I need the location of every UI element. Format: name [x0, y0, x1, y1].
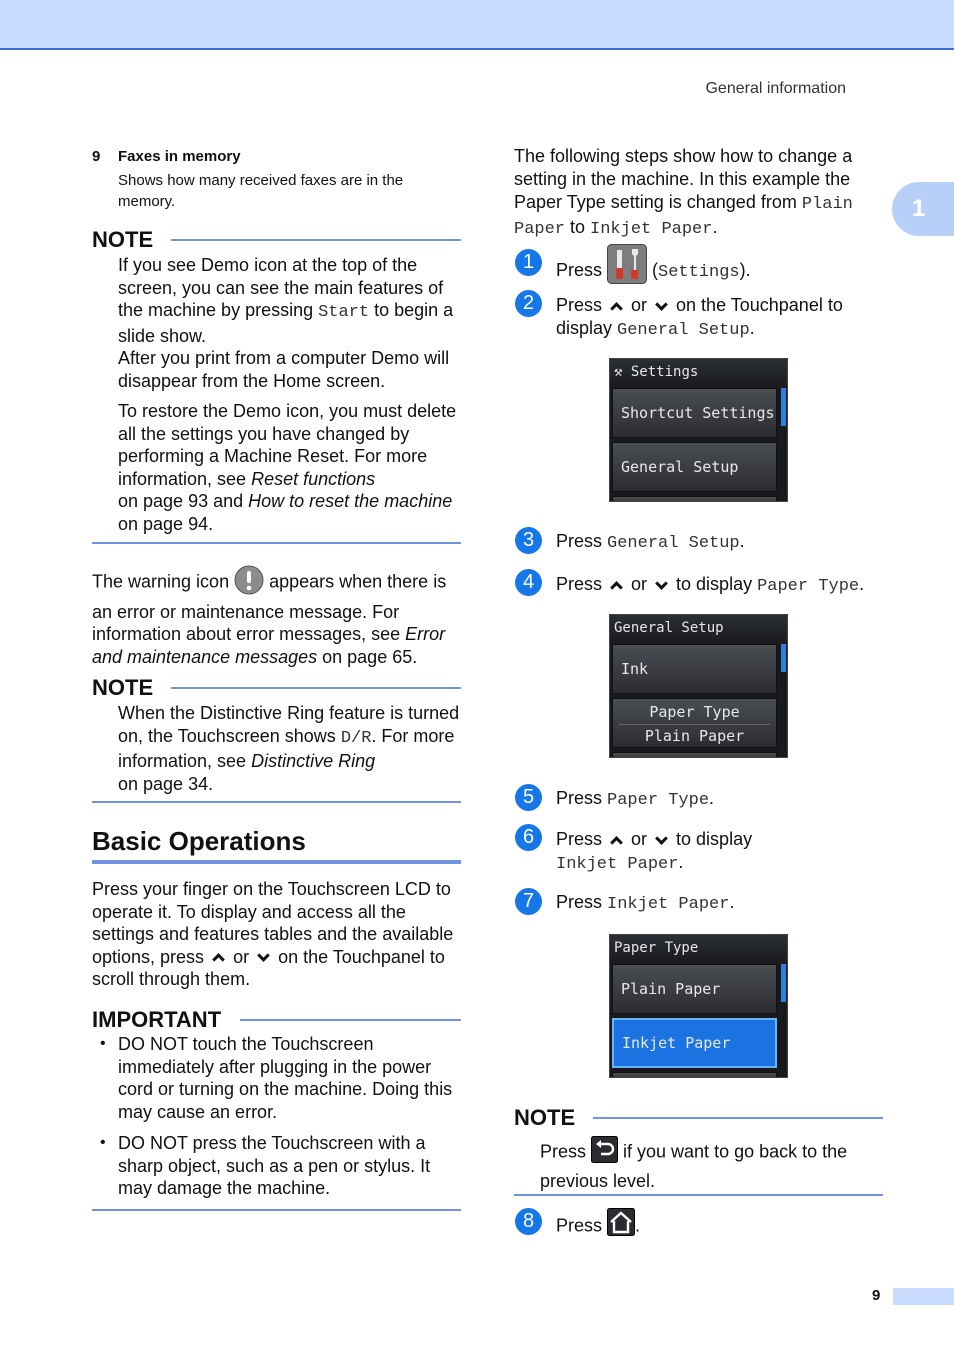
note1-bottom-rule	[92, 542, 461, 544]
inkjet-paper-code: Inkjet Paper	[607, 895, 730, 914]
note3-top-rule	[593, 1117, 883, 1119]
note1-heading: NOTE	[92, 227, 154, 252]
note2-heading: NOTE	[92, 675, 154, 700]
step-5-end: .	[709, 788, 715, 808]
chevron-down-icon	[655, 577, 668, 590]
lcd-scrollbar[interactable]	[781, 644, 786, 672]
warning-text-c: on page 65.	[317, 646, 418, 667]
note1-p1	[118, 254, 461, 347]
lcd-button-partial	[612, 1072, 777, 1078]
page-number: 9	[872, 1287, 881, 1304]
warning-text-b: appears when there is an error or maintenance message. For information about error messages, see	[92, 571, 447, 644]
chevron-down-icon	[257, 949, 270, 962]
dr-code: D/R	[340, 728, 372, 748]
step-1-press: Press	[556, 259, 608, 280]
note1-p3-text: To restore the Demo icon, you must delete all the settings you have changed by performing a Machine Reset. For more information, see	[118, 401, 457, 489]
note1-p1-text: If you see Demo icon at the top of the screen, you can see the main features of the machine by pressing	[118, 255, 444, 320]
step-6-or: or	[626, 829, 653, 849]
step-5	[556, 787, 714, 813]
lcd-button-general-setup[interactable]: General Setup	[612, 442, 777, 492]
lcd-screen-paper-type	[609, 934, 788, 1078]
lcd-scrollbar[interactable]	[781, 964, 786, 1002]
chevron-up-icon	[610, 581, 623, 594]
lcd-button-paper-type-label: Paper Type	[649, 703, 740, 721]
step-6-press: Press	[556, 829, 608, 849]
settings-tools-icon: ⚒	[614, 364, 623, 380]
footer-bar	[893, 1288, 954, 1305]
note2-bottom-rule	[92, 801, 461, 803]
step-2-end: .	[749, 317, 755, 338]
distinctive-ring-link[interactable]: Distinctive Ring	[251, 751, 376, 771]
note1-p1-text-b: to begin a slide show.	[118, 300, 454, 346]
step-6-end: .	[678, 851, 684, 872]
lcd-button-shortcut-settings[interactable]: Shortcut Settings	[612, 388, 777, 438]
paper-type-code: Paper Type	[757, 577, 860, 596]
lcd-button-paper-type[interactable]	[612, 698, 777, 748]
lcd-button-inkjet-paper[interactable]: Inkjet Paper	[612, 1018, 777, 1068]
step-number-6: 6	[515, 824, 542, 851]
lcd-button-partial	[612, 752, 777, 758]
lcd-scrollbar[interactable]	[781, 388, 786, 426]
reset-functions-link[interactable]: Reset functions	[251, 468, 376, 489]
note2-text: When the Distinctive Ring feature is turned on, the Touchscreen shows	[118, 703, 460, 746]
step-7-end: .	[729, 892, 735, 912]
plain-paper-code: Plain Paper	[514, 195, 853, 239]
note2-body	[118, 702, 461, 795]
error-messages-link[interactable]: Error and maintenance messages	[92, 624, 446, 667]
bullet: •	[100, 1134, 106, 1151]
important-item-1: DO NOT touch the Touchscreen immediately after plugging in the power cord or turning on the machine. Doing this may cause an error.	[118, 1034, 453, 1122]
lcd-title-bar	[610, 359, 787, 385]
note2-top-rule	[171, 687, 461, 689]
step-4-press: Press	[556, 574, 608, 594]
step-number-8: 8	[515, 1208, 542, 1235]
note3-text-b: if you want to go back to the previous level.	[540, 1141, 848, 1191]
intro-paragraph	[514, 145, 874, 241]
basic-text-b: on the Touchpanel to scroll through them.	[92, 946, 445, 989]
warning-text: The warning icon	[92, 571, 235, 592]
important-bottom-rule	[92, 1209, 461, 1211]
chevron-up-icon	[610, 836, 623, 849]
faxes-number: 9	[92, 148, 101, 165]
intro-text: The following steps show how to change a setting in the machine. In this example the Paper Type setting is changed from	[514, 146, 853, 212]
chevron-up-icon	[212, 953, 225, 966]
warning-icon	[234, 565, 264, 601]
step-4-text: to display	[671, 574, 758, 594]
note1-top-rule	[171, 239, 461, 241]
step-5-press: Press	[556, 788, 608, 808]
warning-paragraph	[92, 565, 461, 668]
step-number-4: 4	[515, 569, 542, 596]
step-7	[556, 891, 734, 917]
lcd-title: General Setup	[610, 615, 787, 641]
lcd-title: Settings	[630, 364, 699, 380]
basic-paragraph	[92, 878, 461, 991]
important-heading: IMPORTANT	[92, 1007, 222, 1032]
lcd-button-plain-paper[interactable]: Plain Paper	[612, 964, 777, 1014]
step-1-close: ).	[739, 259, 751, 280]
running-header: General information	[705, 80, 846, 97]
back-icon[interactable]	[591, 1136, 618, 1169]
step-2	[556, 294, 876, 342]
basic-or: or	[228, 946, 255, 967]
chapter-tab: 1	[892, 182, 954, 236]
faxes-title: Faxes in memory	[118, 148, 241, 165]
header-band	[0, 0, 954, 50]
paper-type-code: Paper Type	[607, 791, 710, 810]
section-heading-rule	[92, 860, 461, 864]
note1-p3-text-b: on page 93 and	[118, 491, 249, 511]
note3-body	[540, 1136, 880, 1193]
faxes-text: Shows how many received faxes are in the memory.	[118, 172, 404, 210]
step-3-end: .	[739, 531, 745, 551]
home-icon[interactable]	[607, 1208, 635, 1245]
step-2-or: or	[626, 295, 653, 315]
step-7-press: Press	[556, 892, 608, 912]
lcd-screen-general-setup	[609, 614, 788, 758]
lcd-title: Paper Type	[610, 935, 787, 961]
step-4	[556, 573, 864, 599]
step-3	[556, 530, 745, 556]
chevron-up-icon	[610, 302, 623, 315]
inkjet-paper-code: Inkjet Paper	[556, 854, 679, 874]
intro-end: .	[712, 217, 718, 237]
lcd-screen-settings	[609, 358, 788, 502]
intro-to: to	[565, 217, 591, 237]
lcd-button-paper-type-value: Plain Paper	[619, 724, 770, 748]
step-3-press: Press	[556, 531, 608, 551]
step-8-end: .	[635, 1215, 641, 1236]
step-6	[556, 828, 876, 876]
step-number-3: 3	[515, 527, 542, 554]
step-number-2: 2	[515, 290, 542, 317]
basic-text: Press your finger on the Touchscreen LCD to operate it. To display and access all the settings and features tables and the available options, press	[92, 879, 454, 967]
note1-p3	[118, 400, 461, 535]
section-heading: Basic Operations	[92, 826, 306, 856]
chevron-down-icon	[655, 832, 668, 845]
note3-text: Press	[540, 1141, 592, 1162]
step-4-or: or	[626, 574, 653, 594]
note1-body	[118, 254, 461, 535]
step-number-7: 7	[515, 888, 542, 915]
step-1-open: (	[647, 259, 659, 280]
bullet: •	[100, 1035, 106, 1052]
step-1	[556, 244, 751, 298]
general-setup-code: General Setup	[617, 320, 750, 340]
general-setup-code: General Setup	[607, 534, 740, 553]
start-code: Start	[318, 303, 370, 322]
important-item-2: DO NOT press the Touchscreen with a sharp object, such as a pen or stylus. It may damage the machine.	[118, 1133, 431, 1198]
step-2-press: Press	[556, 295, 608, 315]
settings-tools-icon[interactable]	[607, 244, 647, 298]
note1-p2: After you print from a computer Demo will disappear from the Home screen.	[118, 348, 450, 391]
note3-heading: NOTE	[514, 1105, 576, 1130]
note2-text-b: . For more information, see	[118, 725, 455, 771]
step-6-text: to display	[671, 829, 753, 849]
chevron-down-icon	[655, 298, 668, 311]
lcd-button-partial	[612, 496, 777, 502]
step-4-end: .	[859, 574, 865, 594]
lcd-button-ink[interactable]: Ink	[612, 644, 777, 694]
note2-text-c: on page 34.	[118, 773, 214, 794]
step-number-1: 1	[515, 249, 542, 276]
note3-bottom-rule	[514, 1194, 883, 1196]
step-2-text: on the Touchpanel to display	[556, 295, 843, 338]
reset-machine-link[interactable]: How to reset the machine	[248, 491, 453, 511]
important-top-rule	[240, 1019, 461, 1021]
step-8	[556, 1208, 640, 1245]
inkjet-paper-code: Inkjet Paper	[590, 220, 713, 239]
step-number-5: 5	[515, 784, 542, 811]
step-8-press: Press	[556, 1215, 608, 1236]
settings-code: Settings	[658, 262, 740, 282]
note1-p3-text-c: on page 94.	[118, 513, 214, 534]
